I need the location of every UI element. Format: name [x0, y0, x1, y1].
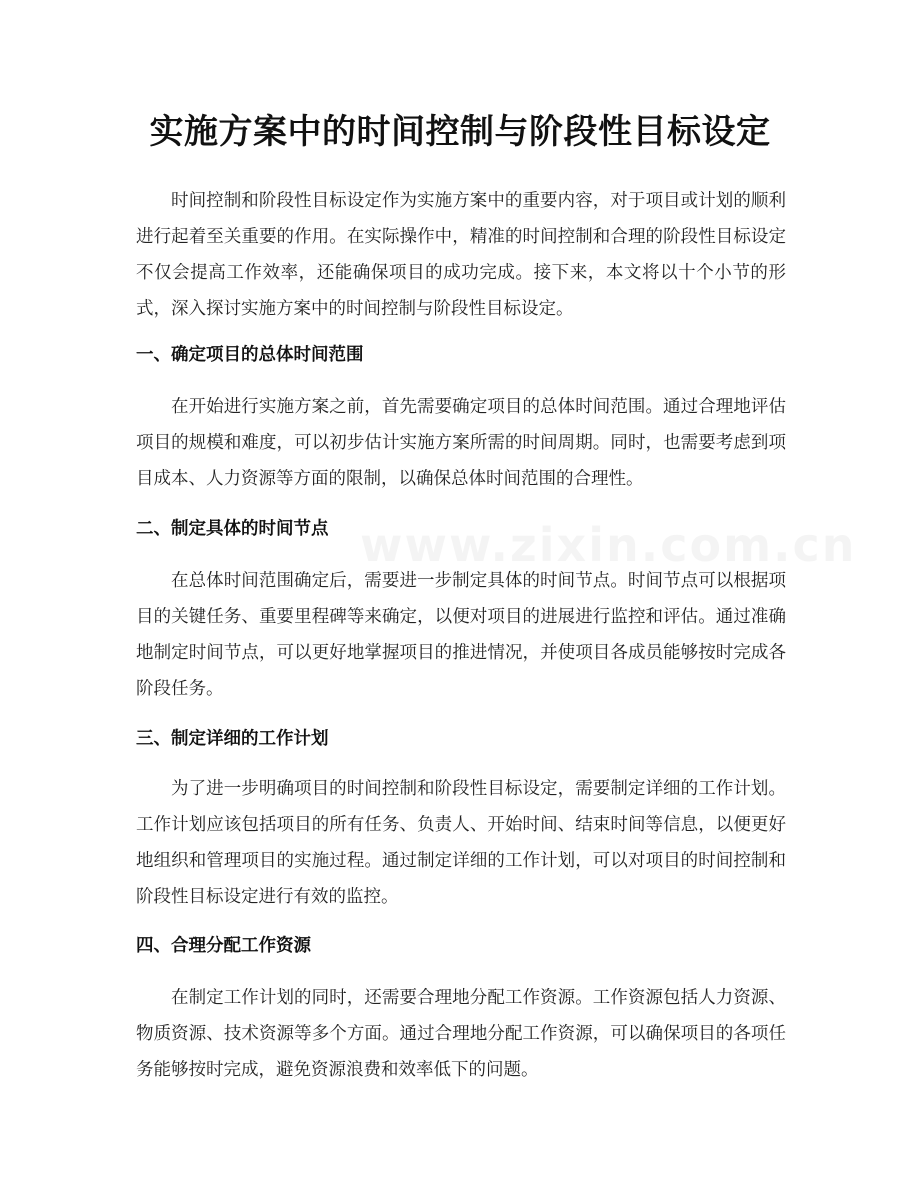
section-body-4: 在制定工作计划的同时，还需要合理地分配工作资源。工作资源包括人力资源、物质资源、技术资源等多个方面。通过合理地分配工作资源，可以确保项目的各项任务能够按时完成，避免资源浪费和效率低下的问题。	[136, 988, 786, 1080]
section-body-2: 在总体时间范围确定后，需要进一步制定具体的时间节点。时间节点可以根据项目的关键任务、重要里程碑等来确定，以便对项目的进展进行监控和评估。通过准确地制定时间节点，可以更好地掌握项目的推进情况，并使项目各成员能够按时完成各阶段任务。	[136, 571, 786, 699]
section-body-1: 在开始进行实施方案之前，首先需要确定项目的总体时间范围。通过合理地评估项目的规模和难度，可以初步估计实施方案所需的时间周期。同时，也需要考虑到项目成本、人力资源等方面的限制，以确保总体时间范围的合理性。	[136, 397, 786, 489]
section-heading-2: 二、制定具体的时间节点	[136, 519, 329, 539]
document-title: 实施方案中的时间控制与阶段性目标设定	[149, 112, 771, 152]
section-heading-1: 一、确定项目的总体时间范围	[136, 345, 364, 365]
section-body-3: 为了进一步明确项目的时间控制和阶段性目标设定，需要制定详细的工作计划。工作计划应该包括项目的所有任务、负责人、开始时间、结束时间等信息，以便更好地组织和管理项目的实施过程。通过制定详细的工作计划，可以对项目的时间控制和阶段性目标设定进行有效的监控。	[136, 779, 786, 907]
section-heading-3: 三、制定详细的工作计划	[136, 729, 329, 749]
intro-paragraph: 时间控制和阶段性目标设定作为实施方案中的重要内容，对于项目或计划的顺利进行起着至关重要的作用。在实际操作中，精准的时间控制和合理的阶段性目标设定不仅会提高工作效率，还能确保项目的成功完成。接下来，本文将以十个小节的形式，深入探讨实施方案中的时间控制与阶段性目标设定。	[136, 191, 786, 319]
section-heading-4: 四、合理分配工作资源	[136, 936, 311, 956]
